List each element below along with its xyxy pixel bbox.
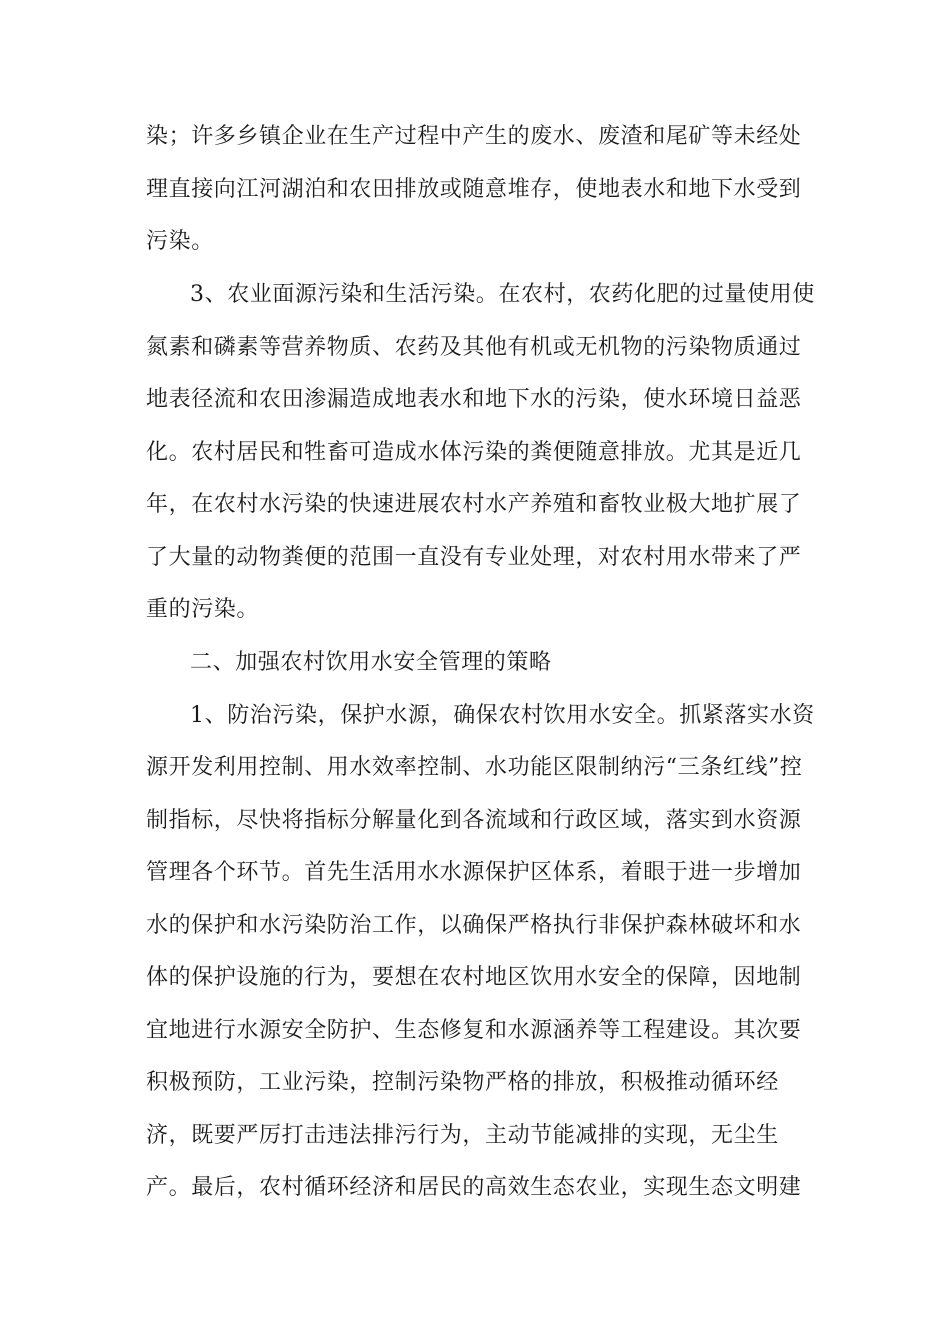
paragraph-line: 宜地进行水源安全防护、生态修复和水源涵养等工程建设。其次要 (146, 1018, 802, 1043)
paragraph-line: 济，既要严厉打击违法排污行为，主动节能减排的实现，无尘生 (146, 1123, 779, 1148)
paragraph-line: 产。最后，农村循环经济和居民的高效生态农业，实现生态文明建 (146, 1175, 802, 1200)
paragraph-line: 制指标，尽快将指标分解量化到各流域和行政区域，落实到水资源 (146, 808, 802, 833)
paragraph-line: 体的保护设施的行为，要想在农村地区饮用水安全的保障，因地制 (146, 965, 802, 990)
paragraph-line: 重的污染。 (146, 597, 260, 622)
paragraph-line: 化。农村居民和牲畜可造成水体污染的粪便随意排放。尤其是近几 (146, 440, 802, 465)
paragraph-line: 源开发利用控制、用水效率控制、水功能区限制纳污“三条红线”控 (146, 755, 803, 780)
paragraph-line: 了大量的动物粪便的范围一直没有专业处理，对农村用水带来了严 (146, 545, 802, 570)
paragraph-line: 氮素和磷素等营养物质、农药及其他有机或无机物的污染物质通过 (146, 335, 802, 360)
section-item-1-line: 1、防治污染，保护水源，确保农村饮用水安全。抓紧落实水资 (190, 703, 815, 728)
paragraph-line: 理直接向江河湖泊和农田排放或随意堆存，使地表水和地下水受到 (146, 177, 802, 202)
paragraph-line: 地表径流和农田渗漏造成地表水和地下水的污染，使水环境日益恶 (146, 387, 802, 412)
section-item-3-line: 3、农业面源污染和生活污染。在农村，农药化肥的过量使用使 (190, 282, 815, 307)
paragraph-line: 水的保护和水污染防治工作，以确保严格执行非保护森林破坏和水 (146, 913, 802, 938)
section-heading: 二、加强农村饮用水安全管理的策略 (190, 650, 552, 675)
paragraph-line: 积极预防，工业污染，控制污染物严格的排放，积极推动循环经 (146, 1070, 779, 1095)
paragraph-line: 管理各个环节。首先生活用水水源保护区体系，着眼于进一步增加 (146, 860, 802, 885)
paragraph-line: 年，在农村水污染的快速进展农村水产养殖和畜牧业极大地扩展了 (146, 492, 802, 517)
paragraph-line: 染；许多乡镇企业在生产过程中产生的废水、废渣和尾矿等未经处 (146, 124, 802, 149)
paragraph-line: 污染。 (146, 229, 214, 254)
